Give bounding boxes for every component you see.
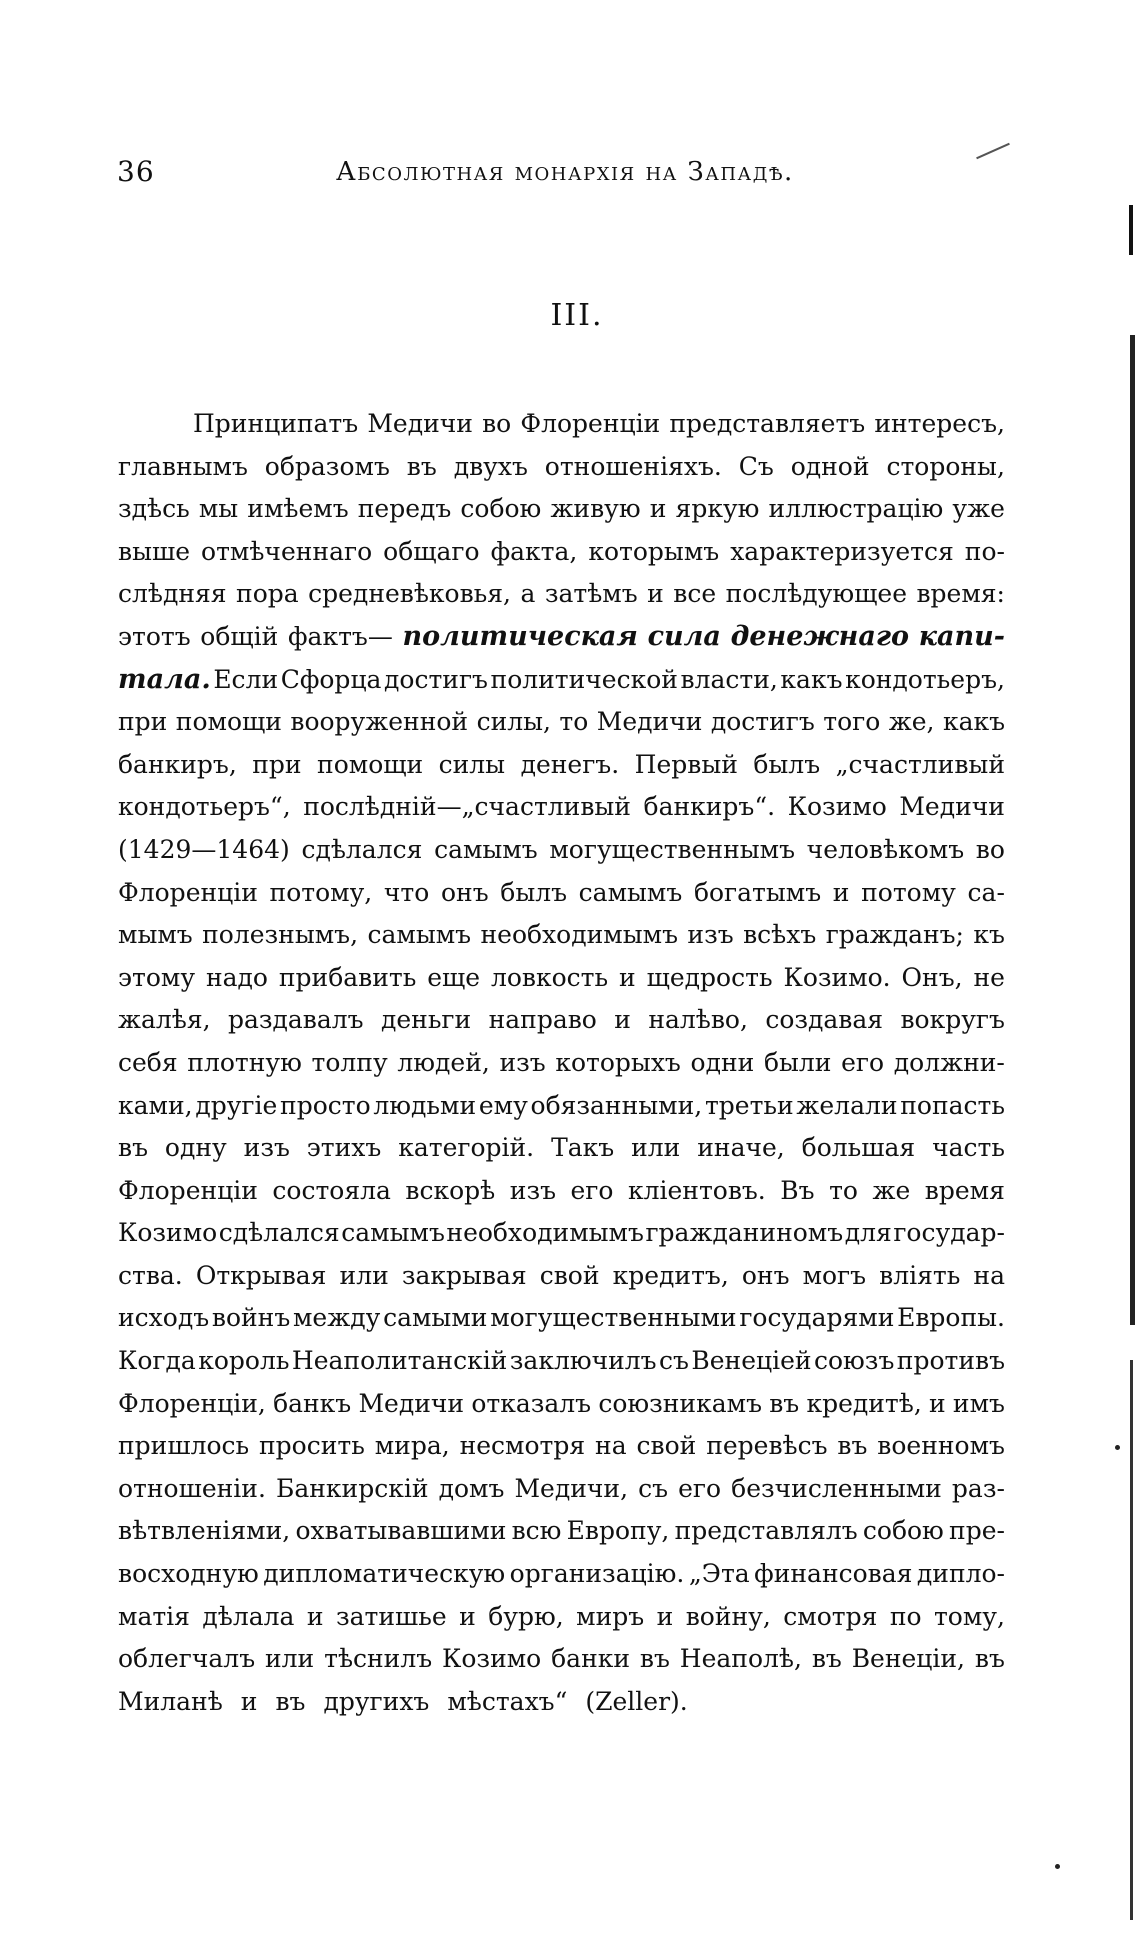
word: и: [240, 1686, 258, 1716]
page-edge-mark: [1130, 335, 1135, 1325]
word: состояла: [272, 1175, 391, 1205]
word: какъ: [942, 707, 1005, 737]
word: закрывая: [401, 1260, 527, 1290]
word: этихъ: [306, 1133, 382, 1163]
word: достигъ: [710, 707, 815, 737]
word: противъ: [896, 1346, 1005, 1376]
word: государями: [739, 1303, 895, 1333]
word: матія: [118, 1601, 190, 1631]
word: Съ: [738, 451, 774, 481]
word: щедрость: [646, 962, 773, 992]
word: Неаполѣ,: [679, 1644, 802, 1674]
word: или: [631, 1133, 681, 1163]
word: одну: [164, 1133, 227, 1163]
word: Такъ: [551, 1133, 615, 1163]
word: плотную: [187, 1047, 302, 1077]
word: характеризуется: [730, 536, 954, 566]
word: живую: [550, 494, 641, 524]
word: сила: [647, 620, 721, 652]
word: ловкость: [491, 962, 609, 992]
word: са-: [967, 877, 1005, 907]
word: въ: [118, 1133, 148, 1163]
word: яркую: [675, 494, 760, 524]
word: (Zeller).: [585, 1686, 688, 1716]
word: людьми: [373, 1090, 477, 1120]
word: охватывавшими: [295, 1516, 507, 1546]
text-line: [118, 659, 1005, 702]
word: ему: [478, 1090, 528, 1120]
word: категорій.: [398, 1133, 535, 1163]
word: могущественнымъ: [549, 834, 795, 864]
word: необходимымъ: [446, 1218, 644, 1248]
word: Первый: [634, 749, 738, 779]
word: Козимо.: [783, 962, 891, 992]
word: несмотря: [459, 1431, 586, 1461]
word: собою: [460, 494, 542, 524]
word: банкиръ,: [118, 749, 237, 779]
text-line: [118, 872, 1005, 915]
text-line: [118, 999, 1005, 1042]
word: которыхъ: [555, 1047, 681, 1077]
word: имъ: [952, 1388, 1005, 1418]
word: интересъ,: [874, 409, 1005, 438]
word: вокругъ: [900, 1005, 1005, 1035]
word: то: [559, 707, 589, 737]
word: или: [339, 1260, 389, 1290]
word: всѣхъ: [743, 920, 817, 950]
word: „счастливый: [835, 749, 1005, 779]
word: что: [383, 877, 430, 907]
word: время:: [916, 579, 1005, 609]
text-line: [118, 786, 1005, 829]
page-edge-mark: [1130, 1360, 1133, 1920]
word: потому,: [269, 877, 373, 907]
word: мѣстахъ“: [447, 1686, 568, 1716]
page-edge-mark: [1129, 205, 1133, 255]
word: Флоренціи: [118, 877, 258, 907]
word: банки: [551, 1644, 631, 1674]
word: передъ: [357, 494, 452, 524]
word: пришлось: [118, 1431, 250, 1461]
word: послѣдній—„счастливый: [303, 792, 631, 822]
text-line: [118, 701, 1005, 744]
word: политическая: [402, 620, 638, 652]
word: его: [678, 1473, 722, 1503]
text-line: [118, 1383, 1005, 1426]
word: по: [889, 1601, 922, 1631]
word: должни-: [893, 1047, 1005, 1077]
word: людей,: [397, 1047, 490, 1077]
word: изъ: [243, 1133, 290, 1163]
word: желали: [796, 1090, 898, 1120]
word: помощи: [175, 707, 282, 737]
word: былъ: [500, 877, 568, 907]
section-heading: III.: [550, 298, 604, 333]
word: собою: [862, 1516, 944, 1546]
word: Въ: [780, 1175, 815, 1205]
text-line: [118, 403, 1005, 446]
word: просить: [259, 1431, 365, 1461]
word: и: [929, 1388, 946, 1418]
text-line: [118, 1638, 1005, 1681]
word: всю: [511, 1516, 562, 1546]
word: денежнаго: [730, 620, 910, 652]
word: банкиръ“.: [643, 792, 776, 822]
word: восходную: [118, 1559, 259, 1589]
word: самымъ: [434, 834, 538, 864]
word: себя: [118, 1047, 178, 1077]
word: государ-: [893, 1218, 1005, 1248]
word: самымъ: [367, 920, 472, 950]
word: представляетъ: [669, 409, 866, 438]
word: Банкирскій: [275, 1473, 429, 1503]
text-line: [118, 1681, 1005, 1724]
word: свой: [636, 1431, 697, 1461]
word: дипломатическую: [263, 1559, 506, 1589]
word: свой: [539, 1260, 600, 1290]
scan-speck: [1115, 1445, 1120, 1450]
word: миръ: [576, 1601, 645, 1631]
word: Флоренціи: [118, 1175, 258, 1205]
word: и: [656, 1601, 674, 1631]
word: и: [619, 962, 636, 992]
word: Когда: [118, 1346, 196, 1376]
word: изъ: [687, 920, 734, 950]
word: создавая: [765, 1005, 884, 1035]
word: на: [595, 1431, 627, 1461]
word: тому,: [933, 1601, 1005, 1631]
word: денегъ.: [520, 749, 620, 779]
word: ства.: [118, 1260, 183, 1290]
body-paragraph: [118, 403, 1005, 1723]
word: послѣдующее: [725, 579, 907, 609]
text-line: [118, 1212, 1005, 1255]
word: время: [924, 1175, 1005, 1205]
word: богатымъ: [693, 877, 822, 907]
word: вскорѣ: [405, 1175, 496, 1205]
word: по-: [964, 536, 1005, 566]
word: отношеніяхъ.: [544, 451, 722, 481]
word: и: [459, 1601, 476, 1631]
word: Принципатъ: [193, 409, 359, 438]
word: мира,: [374, 1431, 450, 1461]
page-number: 36: [117, 155, 155, 188]
word: силы,: [476, 707, 551, 737]
word: для: [844, 1218, 892, 1248]
word: Онъ,: [901, 962, 963, 992]
word: во: [975, 834, 1005, 864]
text-line: [118, 1297, 1005, 1340]
word: одной: [790, 451, 870, 481]
word: просто: [280, 1090, 371, 1120]
word: или: [265, 1644, 315, 1674]
word: его: [841, 1047, 885, 1077]
word: организацію.: [509, 1559, 685, 1589]
word: вѣтвленіями,: [118, 1516, 291, 1546]
word: власти,: [680, 664, 778, 694]
word: двухъ: [453, 451, 528, 481]
word: раз-: [951, 1473, 1005, 1503]
word: иллюстрацію: [768, 494, 944, 524]
word: капи-: [918, 620, 1005, 652]
word: безчисленными: [731, 1473, 942, 1503]
word: самыми: [383, 1303, 488, 1333]
word: могъ: [802, 1260, 867, 1290]
word: къ: [973, 920, 1005, 950]
word: этому: [118, 962, 196, 992]
word: были: [763, 1047, 832, 1077]
word: вооруженной: [290, 707, 469, 737]
text-line: [118, 1468, 1005, 1511]
word: прибавить: [278, 962, 417, 992]
word: Медичи: [899, 792, 1005, 822]
text-line: [118, 1340, 1005, 1383]
word: союзъ: [813, 1346, 895, 1376]
word: мы: [198, 494, 239, 524]
word: налѣво,: [648, 1005, 748, 1035]
word: „Эта: [688, 1559, 750, 1589]
text-line: [118, 1170, 1005, 1213]
word: войну,: [685, 1601, 771, 1631]
word: другихъ: [323, 1686, 430, 1716]
word: Медичи: [367, 409, 473, 438]
word: Медичи: [596, 707, 703, 737]
word: онъ: [440, 877, 489, 907]
word: Миланѣ: [118, 1686, 223, 1716]
text-line: [118, 1425, 1005, 1468]
word: не: [973, 962, 1005, 992]
word: мымъ: [118, 920, 193, 950]
word: Козимо: [787, 792, 887, 822]
word: общій: [200, 621, 279, 651]
word: между: [292, 1303, 381, 1333]
word: при: [252, 749, 302, 779]
word: союзникамъ: [598, 1388, 762, 1418]
word: Флоренціи,: [118, 1388, 266, 1418]
word: которымъ: [588, 536, 720, 566]
word: гражданъ;: [825, 920, 964, 950]
word: отношеніи.: [118, 1473, 266, 1503]
word: Неаполитанскій: [291, 1346, 508, 1376]
word: потому: [861, 877, 956, 907]
word: въ: [406, 451, 437, 481]
word: при: [118, 707, 168, 737]
word: изъ: [499, 1047, 546, 1077]
word: въ: [811, 1644, 842, 1674]
text-line: [118, 531, 1005, 574]
scan-stroke: [976, 143, 1010, 159]
word: все: [673, 579, 717, 609]
word: гражданиномъ: [645, 1218, 844, 1248]
word: войнъ: [211, 1303, 291, 1333]
word: вліять: [879, 1260, 961, 1290]
word: въ: [769, 1388, 800, 1418]
word: стороны,: [886, 451, 1005, 481]
word: въ: [974, 1644, 1005, 1674]
word: надо: [205, 962, 268, 992]
text-line: [118, 1510, 1005, 1553]
word: и: [614, 1005, 631, 1035]
word: необходимымъ: [480, 920, 678, 950]
word: Венеціи,: [851, 1644, 965, 1674]
word: перевѣсъ: [706, 1431, 828, 1461]
word: этотъ: [118, 621, 191, 651]
word: пре-: [949, 1516, 1005, 1546]
word: въ: [275, 1686, 306, 1716]
word: полезнымъ,: [202, 920, 359, 950]
word: часть: [932, 1133, 1005, 1163]
word: же: [872, 1175, 911, 1205]
word: дипло-: [916, 1559, 1005, 1589]
text-line: [118, 488, 1005, 531]
word: фактъ—: [287, 621, 393, 651]
word: и: [306, 1601, 324, 1631]
word: на: [973, 1260, 1005, 1290]
word: и: [832, 877, 850, 907]
word: былъ: [753, 749, 821, 779]
text-line: [118, 829, 1005, 872]
text-line: [118, 1042, 1005, 1085]
word: (1429—1464): [118, 834, 290, 864]
word: политической: [490, 664, 678, 694]
word: Венеціей: [691, 1346, 812, 1376]
word: а: [520, 579, 536, 609]
word: бурю,: [488, 1601, 564, 1631]
word: затишье: [335, 1601, 447, 1631]
word: помощи: [317, 749, 424, 779]
word: уже: [952, 494, 1005, 524]
word: дѣлала: [202, 1601, 295, 1631]
word: Медичи: [358, 1388, 465, 1418]
word: король: [198, 1346, 290, 1376]
word: другіе: [195, 1090, 278, 1120]
word: иначе,: [697, 1133, 785, 1163]
word: то: [829, 1175, 858, 1205]
word: имѣемъ: [247, 494, 349, 524]
word: направо: [488, 1005, 597, 1035]
running-head: Абсолютная монархія на Западѣ.: [336, 157, 794, 187]
word: средневѣковья,: [308, 579, 512, 609]
word: облегчалъ: [118, 1644, 256, 1674]
word: и: [647, 579, 664, 609]
word: силы: [438, 749, 506, 779]
word: человѣкомъ: [806, 834, 965, 864]
word: образомъ: [264, 451, 390, 481]
word: главнымъ: [118, 451, 248, 481]
word: общаго: [383, 536, 480, 566]
word: кондотьеръ,: [845, 664, 1005, 694]
word: кліентовъ.: [627, 1175, 766, 1205]
word: Европы.: [897, 1303, 1005, 1333]
text-line: [118, 446, 1005, 489]
word: домъ: [438, 1473, 505, 1503]
word: попасть: [900, 1090, 1005, 1120]
word: исходъ: [118, 1303, 210, 1333]
word: выше: [118, 536, 191, 566]
word: же,: [888, 707, 935, 737]
text-line: [118, 1596, 1005, 1639]
word: Козимо: [118, 1218, 218, 1248]
word: самымъ: [341, 1218, 445, 1248]
word: Флоренціи: [520, 409, 661, 438]
word: Козимо: [442, 1644, 542, 1674]
word: кредитѣ,: [806, 1388, 922, 1418]
word: кредитъ,: [612, 1260, 729, 1290]
word: того: [823, 707, 881, 737]
word: военномъ: [877, 1431, 1005, 1461]
word: факта,: [490, 536, 578, 566]
word: ками,: [118, 1090, 193, 1120]
text-line: [118, 1255, 1005, 1298]
word: тѣснилъ: [324, 1644, 433, 1674]
word: въ: [639, 1644, 670, 1674]
word: представлялъ: [674, 1516, 858, 1546]
word: Медичи,: [514, 1473, 629, 1503]
text-line: [118, 744, 1005, 787]
word: сдѣлался: [301, 834, 423, 864]
word: пора: [236, 579, 299, 609]
text-line: [118, 1127, 1005, 1170]
word: деньги: [380, 1005, 472, 1035]
word: банкъ: [273, 1388, 352, 1418]
word: изъ: [509, 1175, 556, 1205]
word: одни: [690, 1047, 755, 1077]
word: большая: [801, 1133, 916, 1163]
text-line: [118, 1553, 1005, 1596]
text-line: [118, 573, 1005, 616]
word: онъ: [741, 1260, 790, 1290]
word: отказалъ: [471, 1388, 592, 1418]
word: съ: [638, 1473, 669, 1503]
text-line: [118, 1085, 1005, 1128]
word: могущественными: [490, 1303, 737, 1333]
word: третьи: [704, 1090, 794, 1120]
word: Открывая: [195, 1260, 327, 1290]
text-line: [118, 616, 1005, 659]
word: Если: [213, 664, 279, 694]
word: отмѣченнаго: [201, 536, 373, 566]
word: во: [482, 409, 512, 438]
word: жалѣя,: [118, 1005, 211, 1035]
word: раздавалъ: [227, 1005, 364, 1035]
word: заключилъ: [509, 1346, 657, 1376]
word: слѣдняя: [118, 579, 227, 609]
scan-speck: [1055, 1864, 1060, 1869]
word: сдѣлался: [218, 1218, 340, 1248]
word: смотря: [783, 1601, 878, 1631]
word: затѣмъ: [544, 579, 638, 609]
word: здѣсь: [118, 494, 190, 524]
word: финансовая: [754, 1559, 913, 1589]
word: еще: [427, 962, 481, 992]
word: толпу: [311, 1047, 388, 1077]
word: обязанными,: [530, 1090, 703, 1120]
word: какъ: [780, 664, 843, 694]
word: его: [570, 1175, 614, 1205]
word: самымъ: [578, 877, 683, 907]
word: съ: [659, 1346, 689, 1376]
word: кондотьеръ“,: [118, 792, 291, 822]
word: достигъ: [384, 664, 488, 694]
text-line: [118, 957, 1005, 1000]
word: и: [649, 494, 667, 524]
word: тала.: [118, 663, 211, 695]
word: Европу,: [566, 1516, 670, 1546]
text-line: [118, 914, 1005, 957]
word: въ: [837, 1431, 868, 1461]
word: Сфорца: [280, 664, 382, 694]
